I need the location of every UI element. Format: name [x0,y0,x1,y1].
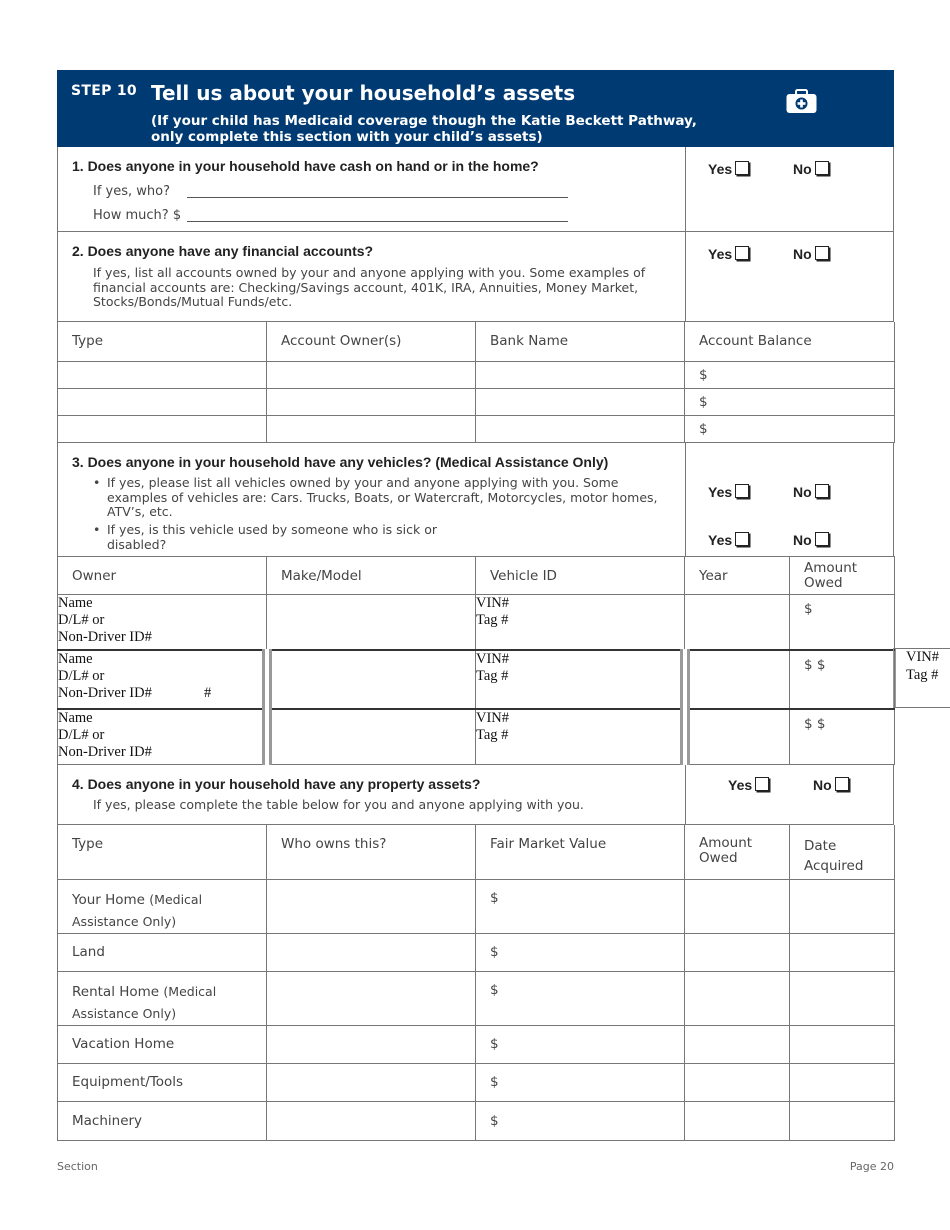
property-row [58,1063,895,1101]
no-checkbox[interactable] [835,777,849,791]
property-row [58,933,895,971]
amount-prefix: $ [816,715,826,732]
question-3-section [57,442,894,557]
col-amount-owed [685,825,790,879]
question-2: 2. Does anyone have any financial accounts? [72,243,374,259]
who-owns-cell[interactable] [267,1101,476,1140]
cell[interactable] [267,415,476,442]
cell-line: VIN# [906,649,940,665]
q4-no[interactable] [813,777,849,793]
table-row [58,361,895,388]
who-owns-cell[interactable] [267,879,476,933]
type-cell: Machinery [58,1101,267,1140]
value-cell[interactable]: $ [476,1101,685,1140]
year-cell[interactable] [685,650,790,709]
who-field[interactable] [187,197,568,198]
header-line: Date [804,838,837,854]
make-model-cell[interactable] [267,650,476,709]
cell[interactable] [267,361,476,388]
question-2-section [57,232,894,322]
no-label: No [793,484,812,500]
help-line: financial accounts are: Checking/Savings account, 401K, IRA, Annuities, Money Market, [93,279,639,295]
bullet-line: If yes, please list all vehicles owned by your and anyone applying with you. Some [107,475,619,490]
amount-owed-cell[interactable] [685,1025,790,1063]
type-cell [58,879,267,933]
no-label: No [793,532,812,548]
who-owns-cell[interactable] [267,1025,476,1063]
question-1-section [57,147,894,232]
col-owner: Owner [58,557,267,595]
cell-line: Tag # [476,667,509,684]
who-label: If yes, who? [93,184,170,199]
first-aid-kit-icon [786,89,817,114]
no-checkbox[interactable] [815,484,829,498]
who-owns-cell[interactable] [267,1063,476,1101]
amount-owed-cell[interactable] [685,1063,790,1101]
q3b-no[interactable] [793,532,829,548]
q1-yes[interactable] [708,161,749,177]
type-cell: Vacation Home [58,1025,267,1063]
col-who-owns: Who owns this? [267,825,476,879]
col-type: Type [58,825,267,879]
answer-column [685,232,686,321]
amount-cell[interactable] [790,709,895,765]
balance-cell[interactable]: $ [685,388,895,415]
owner-cell[interactable] [58,650,267,709]
section-subtitle [151,113,711,145]
type-cell [58,971,267,1025]
q1-no[interactable] [793,161,829,177]
q3b-yes[interactable] [708,532,749,548]
q3-bullet-1 [107,476,658,520]
no-label: No [793,246,812,262]
no-label: No [793,161,812,177]
amount-owed-cell[interactable] [685,879,790,933]
cell[interactable] [476,388,685,415]
yes-label: Yes [708,161,733,177]
how-much-field[interactable] [187,221,568,222]
bullet-dot: • [93,522,101,537]
yes-label: Yes [708,484,733,500]
q3-bullet-2 [107,523,437,552]
question-4-section [57,765,894,825]
cell-line: Tag # [906,666,939,683]
vehicle-row [58,709,895,765]
vehicle-id-cell[interactable] [476,595,685,650]
header-line: Owed [804,574,843,591]
vehicle-row [58,595,895,650]
cell-line: Non-Driver ID# [58,629,152,645]
cell-line: D/L# or [58,667,105,684]
header-line: Amount [804,559,858,576]
who-owns-cell[interactable] [267,971,476,1025]
amount-cell[interactable] [790,650,895,709]
type-note: Assistance Only) [72,913,177,929]
question-3: 3. Does anyone in your household have any vehicles? (Medical Assistance Only) [72,454,609,470]
type-cell: Land [58,933,267,971]
bullet-dot: • [93,475,101,490]
col-type: Type [58,322,267,361]
property-row [58,1025,895,1063]
cell-line: Non-Driver ID# [58,684,152,701]
amount-prefix: $ [816,656,826,673]
cell-line: VIN# [476,650,510,667]
date-acquired-cell[interactable] [790,879,895,933]
col-account-owner: Account Owner(s) [267,322,476,361]
who-owns-cell[interactable] [267,933,476,971]
col-fair-market-value: Fair Market Value [476,825,685,879]
vehicles-table [57,556,895,765]
header-line: Owed [699,850,738,866]
table-header-row [58,322,895,361]
property-row [58,971,895,1025]
accounts-table [57,322,895,443]
header-line: Acquired [804,858,864,874]
type-label: Rental Home [72,983,160,1000]
col-date-acquired [790,825,895,879]
vehicle-id-cell[interactable] [476,709,685,765]
help-line: If yes, list all accounts owned by your and anyone applying with you. Some examples of [93,265,646,280]
q3a-yes[interactable] [708,484,749,500]
bullet-line: disabled? [107,536,167,552]
col-year: Year [685,557,790,595]
yes-checkbox[interactable] [735,246,749,260]
vehicle-row [58,650,895,709]
vehicle-id-cell[interactable] [476,650,685,709]
date-acquired-cell[interactable] [790,1101,895,1140]
cell-line: Name [58,709,93,726]
q2-no[interactable] [793,246,829,262]
overflow-vin-cell [893,648,950,708]
cell[interactable] [58,415,267,442]
date-acquired-cell[interactable] [790,1063,895,1101]
yes-label: Yes [708,246,733,262]
help-line: Stocks/Bonds/Mutual Funds/etc. [93,294,293,309]
value-cell[interactable]: $ [476,1063,685,1101]
answer-column [685,147,686,231]
year-cell[interactable] [685,709,790,765]
footer-section-label: Section [57,1160,98,1173]
col-account-balance: Account Balance [685,322,895,361]
type-note: (Medical [149,891,203,907]
cell-line: Non-Driver ID# [58,743,152,760]
cell[interactable] [267,388,476,415]
bullet-line: ATV’s, etc. [107,504,173,519]
amount-owed-cell[interactable] [685,971,790,1025]
cell-line: VIN# [476,709,510,726]
question-1: 1. Does anyone in your household have cash on hand or in the home? [72,158,539,174]
yes-checkbox[interactable] [755,777,769,791]
subtitle-line: (If your child has Medicaid coverage though the Katie Beckett Pathway, [151,113,697,129]
make-model-cell[interactable] [267,709,476,765]
table-header-row [58,557,895,595]
cell-line: Tag # [476,726,509,743]
type-cell: Equipment/Tools [58,1063,267,1101]
answer-column [685,442,686,556]
year-cell[interactable] [685,595,790,650]
amount-prefix: $ [804,715,813,732]
yes-checkbox[interactable] [735,161,749,175]
answer-column [685,765,686,824]
hash-mark: # [204,684,212,701]
col-amount-owed [790,557,895,595]
value-cell[interactable]: $ [476,933,685,971]
col-bank-name: Bank Name [476,322,685,361]
yes-label: Yes [708,532,733,548]
q2-yes[interactable] [708,246,749,262]
header-line: Amount [699,835,753,851]
value-cell[interactable]: $ [476,1025,685,1063]
table-row [58,388,895,415]
amount-cell[interactable]: $ [790,595,895,650]
no-checkbox[interactable] [815,246,829,260]
bullet-line: If yes, is this vehicle used by someone who is sick or [107,522,438,537]
amount-prefix: $ [804,656,813,673]
cell[interactable] [58,388,267,415]
value-cell[interactable]: $ [476,971,685,1025]
no-label: No [813,777,832,793]
how-much-label: How much? $ [93,208,182,223]
cell-line: VIN# [476,595,510,611]
q2-help [93,266,645,310]
balance-cell[interactable]: $ [685,415,895,442]
question-4: 4. Does anyone in your household have any property assets? [72,776,481,792]
no-checkbox[interactable] [815,532,829,546]
cell[interactable] [58,361,267,388]
cell-line: D/L# or [58,612,105,628]
q4-help: If yes, please complete the table below for you and anyone applying with you. [93,797,584,812]
no-checkbox[interactable] [815,161,829,175]
q3a-no[interactable] [793,484,829,500]
q4-yes[interactable] [728,777,769,793]
date-acquired-cell[interactable] [790,933,895,971]
type-note: (Medical [163,983,217,999]
property-table [57,825,895,1141]
property-row [58,879,895,933]
cell-line: Name [58,650,93,667]
cell-line: Tag # [476,612,509,628]
type-note: Assistance Only) [72,1005,177,1021]
yes-checkbox[interactable] [735,532,749,546]
balance-cell[interactable]: $ [685,361,895,388]
section-title: Tell us about your household’s assets [151,81,576,105]
date-acquired-cell[interactable] [790,1025,895,1063]
value-cell[interactable]: $ [476,879,685,933]
footer-page-number: Page 20 [849,1160,894,1173]
property-row [58,1101,895,1140]
cell-line: Name [58,595,93,611]
cell-line: D/L# or [58,726,105,743]
yes-label: Yes [728,777,753,793]
owner-cell[interactable] [58,595,267,650]
cell[interactable] [476,361,685,388]
make-model-cell[interactable] [267,595,476,650]
date-acquired-cell[interactable] [790,971,895,1025]
step-label: STEP 10 [71,83,137,99]
cell[interactable] [476,415,685,442]
section-header [57,70,894,147]
amount-owed-cell[interactable] [685,1101,790,1140]
amount-owed-cell[interactable] [685,933,790,971]
col-make-model: Make/Model [267,557,476,595]
bullet-line: examples of vehicles are: Cars. Trucks, Boats, or Watercraft, Motorcycles, motor homes, [107,489,658,505]
subtitle-line: only complete this section with your child’s assets) [151,129,543,145]
table-row [58,415,895,442]
col-vehicle-id: Vehicle ID [476,557,685,595]
table-header-row [58,825,895,879]
yes-checkbox[interactable] [735,484,749,498]
type-label: Your Home [72,891,145,908]
owner-cell[interactable] [58,709,267,765]
